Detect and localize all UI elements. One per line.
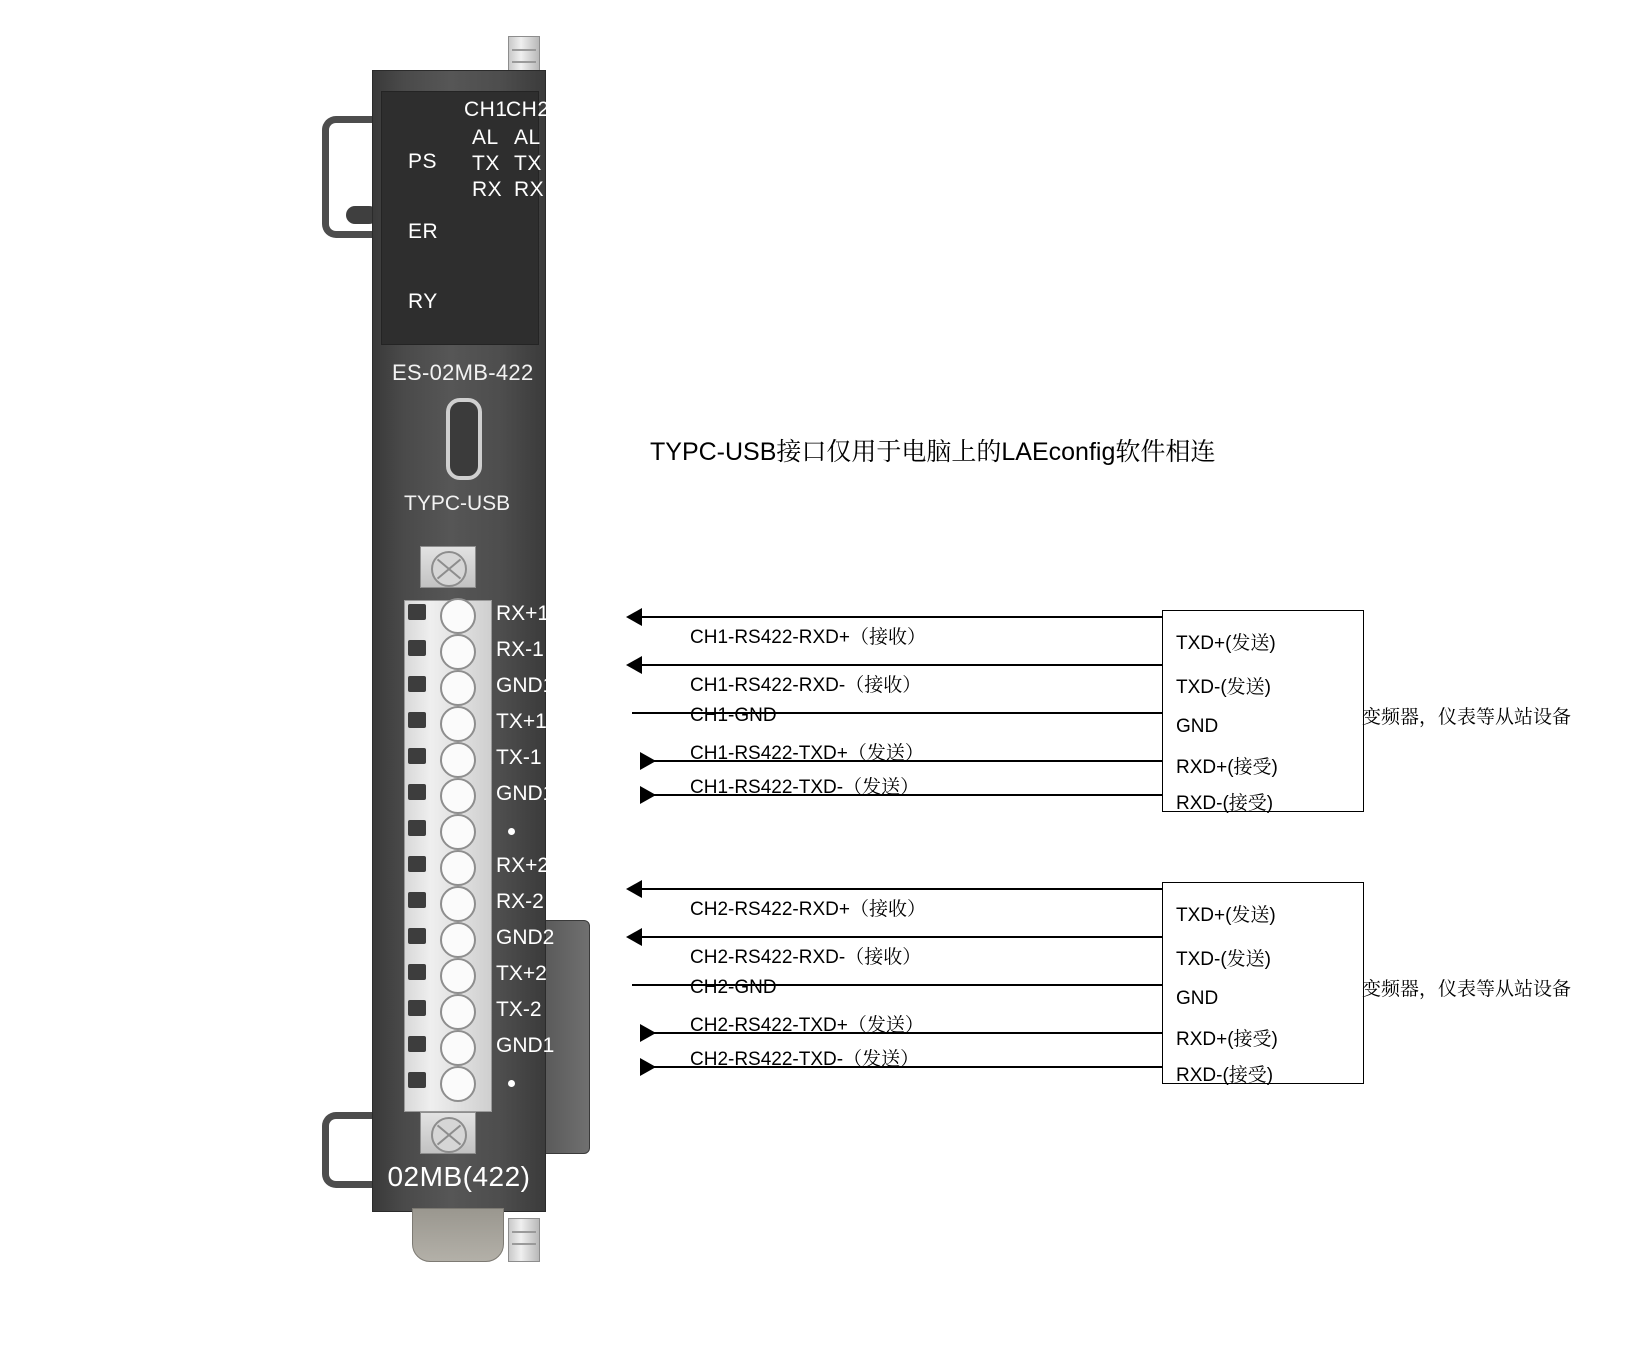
ch2-side-note: 变频器，仪表等从站设备 [1362,979,1572,1000]
module-model-label: ES-02MB-422 [392,360,534,385]
terminal-row[interactable] [404,812,490,848]
terminal-label-rx-plus-2: RX+2 [496,854,550,877]
ch2-device-pin-1: TXD+(发送) [1176,905,1276,926]
ch2-wire-label-1: CH2-RS422-RXD+（接收） [690,899,926,920]
led-label-ch1-al: AL [472,126,499,149]
ch2-wire-2 [632,936,1162,938]
ch1-wire-label-4: CH1-RS422-TXD+（发送） [690,743,924,764]
typec-usb-port[interactable] [446,398,482,480]
terminal-row[interactable] [404,884,490,920]
module-footer-label: 02MB(422) [387,1161,531,1192]
terminal-label-blank-2 [508,1080,515,1087]
led-label-ch1: CH1 [464,98,508,121]
led-label-er: ER [408,220,439,243]
terminal-row[interactable] [404,848,490,884]
ch1-arrow-2-icon [626,656,642,674]
terminal-bottom-screw [420,1112,476,1154]
ch1-wire-1 [632,616,1162,618]
ch1-arrow-5-icon [640,786,656,804]
ch2-device-pin-3: GND [1176,988,1219,1009]
led-label-ps: PS [408,150,438,173]
ch2-wire-label-5: CH2-RS422-TXD-（发送） [690,1049,920,1070]
terminal-row[interactable] [404,776,490,812]
ch2-device-pin-2: TXD-(发送) [1176,949,1271,970]
terminal-row[interactable] [404,956,490,992]
ch2-device-pin-4: RXD+(接受) [1176,1029,1278,1050]
led-label-ch2-tx: TX [514,152,542,175]
bottom-cap [412,1208,504,1262]
terminal-label-blank-1 [508,828,515,835]
ch1-device-pin-5: RXD-(接受) [1176,793,1274,814]
terminal-label-gnd1-c: GND1 [496,1034,555,1057]
terminal-row[interactable] [404,992,490,1028]
terminal-row[interactable] [404,1028,490,1064]
led-label-ry: RY [408,290,438,313]
ch2-wire-label-2: CH2-RS422-RXD-（接收） [690,947,922,968]
terminal-label-rx-plus-1: RX+1 [496,602,550,625]
ch1-wire-label-2: CH1-RS422-RXD-（接收） [690,675,922,696]
terminal-row[interactable] [404,632,490,668]
typec-usb-label: TYPC-USB [404,492,511,515]
ch2-wire-label-3: CH2-GND [690,977,777,998]
ch2-wire-label-4: CH2-RS422-TXD+（发送） [690,1015,924,1036]
led-label-ch2-rx: RX [514,178,545,201]
terminal-label-tx-minus-1: TX-1 [496,746,542,769]
ch1-arrow-4-icon [640,752,656,770]
ch1-arrow-1-icon [626,608,642,626]
terminal-label-gnd2: GND2 [496,926,555,949]
bottom-mounting-screw [508,1218,540,1262]
terminal-label-gnd1-a: GND1 [496,674,555,697]
ch1-wire-label-3: CH1-GND [690,705,777,726]
ch2-device-pin-5: RXD-(接受) [1176,1065,1274,1086]
led-label-ch1-tx: TX [472,152,500,175]
ch2-arrow-5-icon [640,1058,656,1076]
ch1-wire-label-5: CH1-RS422-TXD-（发送） [690,777,920,798]
ch1-device-pin-4: RXD+(接受) [1176,757,1278,778]
terminal-label-gnd1-b: GND1 [496,782,555,805]
terminal-row[interactable] [404,668,490,704]
terminal-row[interactable] [404,1064,490,1100]
ch1-device-pin-2: TXD-(发送) [1176,677,1271,698]
terminal-label-rx-minus-2: RX-2 [496,890,544,913]
led-panel [381,91,550,345]
terminal-row[interactable] [404,740,490,776]
ch2-wire-1 [632,888,1162,890]
ch2-arrow-4-icon [640,1024,656,1042]
led-label-ch2-al: AL [514,126,541,149]
ch1-side-note: 变频器，仪表等从站设备 [1362,707,1572,728]
led-label-ch2: CH2 [506,98,550,121]
ch2-arrow-2-icon [626,928,642,946]
led-label-ch1-rx: RX [472,178,503,201]
terminal-top-screw [420,546,476,588]
terminal-row[interactable] [404,704,490,740]
terminal-label-rx-minus-1: RX-1 [496,638,544,661]
terminal-label-tx-plus-2: TX+2 [496,962,547,985]
terminal-label-tx-plus-1: TX+1 [496,710,547,733]
ch1-wire-label-1: CH1-RS422-RXD+（接收） [690,627,926,648]
ch2-arrow-1-icon [626,880,642,898]
terminal-row[interactable] [404,596,490,632]
ch1-wire-2 [632,664,1162,666]
terminal-label-tx-minus-2: TX-2 [496,998,542,1021]
ch1-device-pin-1: TXD+(发送) [1176,633,1276,654]
terminal-row[interactable] [404,920,490,956]
usb-note: TYPC-USB接口仅用于电脑上的LAEconfig软件相连 [650,438,1216,466]
ch1-device-pin-3: GND [1176,716,1219,737]
